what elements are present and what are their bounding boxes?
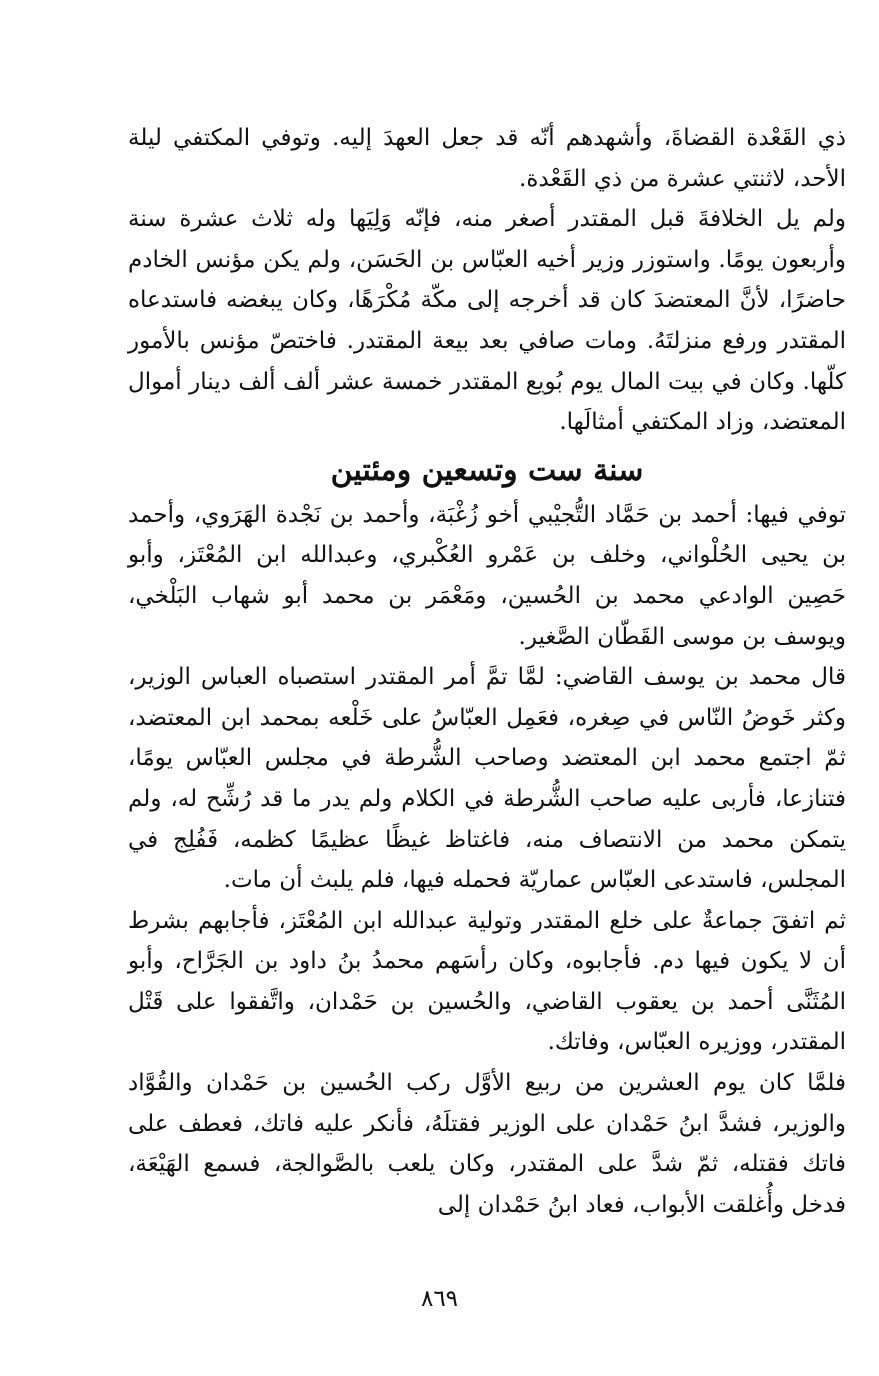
paragraph-4: قال محمد بن يوسف القاضي: لمَّا تمَّ أمر المقتدر استصباه العباس الوزير، وكثر خَوضُ النّاس في صِغره، فعَمِل العبّاسُ على خَلْعه بمحمد ابن المعتضد، ثمّ اجتمع محمد ابن المعتضد وصاحب الشُّرطة في مجلس العبّاس يومًا، فتنازعا، فأربى عليه صاحب الشُّرطة في الكلام ولم يدر ما قد رُشِّح له، ولم يتمكن محمد من الانتصاف منه، فاغتاظ غيظًا عظيمًا كظمه، فَفُلِج في المجلس، فاستدعى العبّاس عماريّة فحمله فيها، فلم يلبث أن مات.	[128, 664, 846, 894]
section-heading: سنة ست وتسعين ومئتين	[330, 452, 644, 488]
paragraph-5: ثم اتفقَ جماعةٌ على خلع المقتدر وتولية عبدالله ابن المُعْتَز، فأجابهم بشرط أن لا يكون فيها دم. فأجابوه، وكان رأسَهم محمدُ بنُ داود بن الجَرَّاح، وأبو المُثَنَّى أحمد بن يعقوب القاضي، والحُسين بن حَمْدان، واتَّفقوا على قَتْل المقتدر، ووزيره العبّاس، وفاتك.	[128, 907, 846, 1056]
paragraph-6: فلمَّا كان يوم العشرين من ربيع الأوَّل ركب الحُسين بن حَمْدان والقُوَّاد والوزير، فشدَّ ابنُ حَمْدان على الوزير فقتلَهُ، فأنكر عليه فاتك، فعطف على فاتك فقتله، ثمّ شدَّ على المقتدر، وكان يلعب بالصَّوالجة، فسمع الهَيْعَة، فدخل وأُغلقت الأبواب، فعاد ابنُ حَمْدان إلى	[128, 1070, 846, 1218]
paragraph-3: توفي فيها: أحمد بن حَمَّاد التُّجيْبي أخو زُغْبَة، وأحمد بن نَجْدة الهَرَوي، وأحمد بن يحيى الحُلْواني، وخلف بن عَمْرو العُكْبري، وعبدالله ابن المُعْتَز، وأبو حَصِين الوادعي محمد بن الحُسين، ومَعْمَر بن محمد أبو شهاب البَلْخي، ويوسف بن موسى القَطّان الصَّغير.	[128, 501, 847, 650]
paragraph-1: ذي القَعْدة القضاةَ، وأشهدهم أنّه قد جعل العهدَ إليه. وتوفي المكتفي ليلة الأحد، لاثنتي عشرة من ذي القَعْدة.	[128, 125, 846, 192]
page-number: ٨٦٩	[420, 1286, 459, 1312]
page-body	[128, 118, 846, 1225]
paragraph-2: ولم يل الخلافةَ قبل المقتدر أصغر منه، فإنّه وَلِيَها وله ثلاث عشرة سنة وأربعون يومًا. واستوزر وزير أخيه العبّاس بن الحَسَن، ولم يكن مؤنس الخادم حاضرًا، لأنَّ المعتضدَ كان قد أخرجه إلى مكّة مُكْرَهًا، وكان يبغضه فاستدعاه المقتدر ورفع منزلتَهُ. ومات صافي بعد بيعة المقتدر. فاختصّ مؤنس بالأمور كلّها. وكان في بيت المال يوم بُويع المقتدر خمسة عشر ألف ألف دينار أموال المعتضد، وزاد المكتفي أمثالَها.	[128, 206, 846, 436]
